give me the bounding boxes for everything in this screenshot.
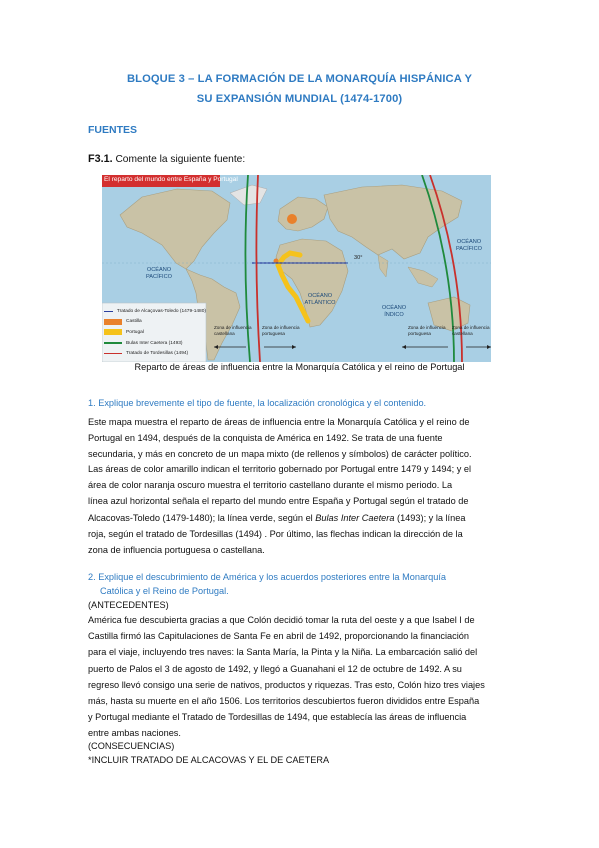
legend-label: Tratado de Tordesillas (1494) [126, 351, 189, 357]
legend-swatch-icon [104, 329, 122, 335]
ocean-pacific-right-label: OCÉANO PACÍFICO [455, 239, 482, 252]
question2-heading: 2. Explique el descubrimiento de América y los acuerdos posteriores entre la Monarquía Católica y el Reino de Portugal. [88, 572, 446, 596]
legend-label: Castilla [126, 319, 142, 325]
q2-body-line: más, hasta su muerte en el año 1506. Los territorios descubiertos fueron divididos entre España [88, 696, 480, 707]
question1-paragraph2 [88, 461, 528, 558]
zone-castilla-left: Zona de influencia castellana [214, 325, 252, 336]
legend-line-icon [104, 311, 113, 312]
question1-paragraph1 [88, 414, 528, 463]
zone-portugal-right: Zona de influencia portuguesa [408, 325, 446, 336]
note-text: *INCLUIR TRATADO DE ALCACOVAS Y EL DE CAETERA [88, 755, 330, 765]
legend-item [104, 317, 206, 328]
q2-body-line: puerto de Palos el 3 de agosto de 1492, y llegó a Guanahani el 12 de octubre de 1492. A su [88, 663, 462, 674]
ocean-indian-label: OCÉANO ÍNDICO [381, 305, 407, 318]
document-title-line2: SU EXPANSIÓN MUNDIAL (1474-1700) [196, 93, 403, 105]
q1-p1-line: Este mapa muestra el reparto de áreas de influencia entre la Monarquía Católica y el reino de [88, 417, 470, 427]
q1-p2-line: Las áreas de color amarillo indican el territorio gobernado por Portugal entre 1479 y 1494; y el [88, 464, 472, 474]
question2-body [88, 612, 528, 742]
world-division-map [102, 175, 491, 362]
q1-p1-line: Portugal en 1494, después de la conquista de América en 1492. Se trata de una fuente [88, 433, 443, 444]
q1-p2-line: línea azul horizontal señala el reparto del mundo entre España y Portugal según el tratado de [88, 496, 469, 507]
legend-item [104, 327, 206, 338]
q2-body-line: América fue descubierta gracias a que Colón decidió tomar la ruta del oeste y a que Isabel I de [88, 615, 475, 625]
consecuencias-label: (CONSECUENCIAS) [88, 741, 175, 751]
legend-item [104, 348, 206, 359]
ocean-atlantic-label: OCÉANO ATLÁNTICO [304, 293, 336, 306]
map-title: El reparto del mundo entre España y Portugal [104, 176, 238, 183]
q2-body-line: regreso llevó consigo una serie de nativos, productos y riquezas. Tras esto, Colón hizo tres viajes [88, 679, 485, 690]
legend-line-icon [104, 353, 122, 354]
q2-body-line: entre ambas naciones. [88, 728, 181, 739]
section-heading: FUENTES [88, 124, 138, 136]
map-legend [104, 306, 206, 359]
document-title-line1: BLOQUE 3 – LA FORMACIÓN DE LA MONARQUÍA HISPÁNICA Y [126, 73, 473, 85]
exercise-line [88, 153, 245, 165]
q1-p2-line: Alcacovas-Toledo (1479-1480); la línea verde, según el Bulas Inter Caetera (1493); y la línea [88, 512, 466, 523]
q2-body-line: Castilla firmó las Capitulaciones de Santa Fe en abril de 1492, proporcionando la financiación [88, 631, 469, 642]
legend-item [104, 338, 206, 349]
parallel-label: 30° [354, 255, 363, 261]
legend-item [104, 306, 206, 317]
antecedentes-label: (ANTECEDENTES) [88, 600, 169, 610]
legend-label: Tratado de Alcaçovas-Toledo (1479-1480) [116, 308, 206, 314]
legend-swatch-icon [104, 319, 122, 325]
q2-body-line: y Portugal mediante el Tratado de Tordesillas de 1494, que establecía las áreas de influencia [88, 712, 467, 723]
inter-caetera-italic: Bulas Inter Caetera [315, 512, 395, 523]
q1-p2-line: zona de influencia portuguesa o castellana. [88, 545, 265, 556]
ocean-pacific-left-label: OCÉANO PACÍFICO [145, 267, 172, 280]
exercise-number: F3.1. [88, 153, 113, 165]
map-title-bar [102, 175, 238, 187]
zone-castilla-right: Zona de influencia castellana [452, 325, 490, 336]
map-caption: Reparto de áreas de influencia entre la Monarquía Católica y el reino de Portugal [134, 362, 465, 372]
q1-p2-line: roja, según el tratado de Tordesillas (1494) . Por último, las flechas indican la dirección de la [88, 528, 463, 539]
q1-p2-line: área de color naranja oscuro muestra el territorio castellano durante el mismo periodo. La [88, 480, 453, 491]
q2-body-line: para el viaje, incluyendo tres naves: la Santa María, la Pinta y la Niña. La embarcación salió del [88, 647, 478, 658]
legend-line-icon [104, 342, 122, 343]
question1-heading: 1. Explique brevemente el tipo de fuente, la localización cronológica y el contenido. [88, 398, 427, 408]
zone-portugal-left: Zona de influencia portuguesa [262, 325, 300, 336]
legend-label: Bulas Inter Caetera (1493) [126, 340, 183, 346]
legend-label: Portugal [126, 329, 144, 335]
exercise-instruction: Comente la siguiente fuente: [115, 154, 246, 165]
q1-p1-line: secundaria, y más en concreto de un mapa mixto (de rellenos y símbolos) de carácter político. [88, 449, 472, 460]
